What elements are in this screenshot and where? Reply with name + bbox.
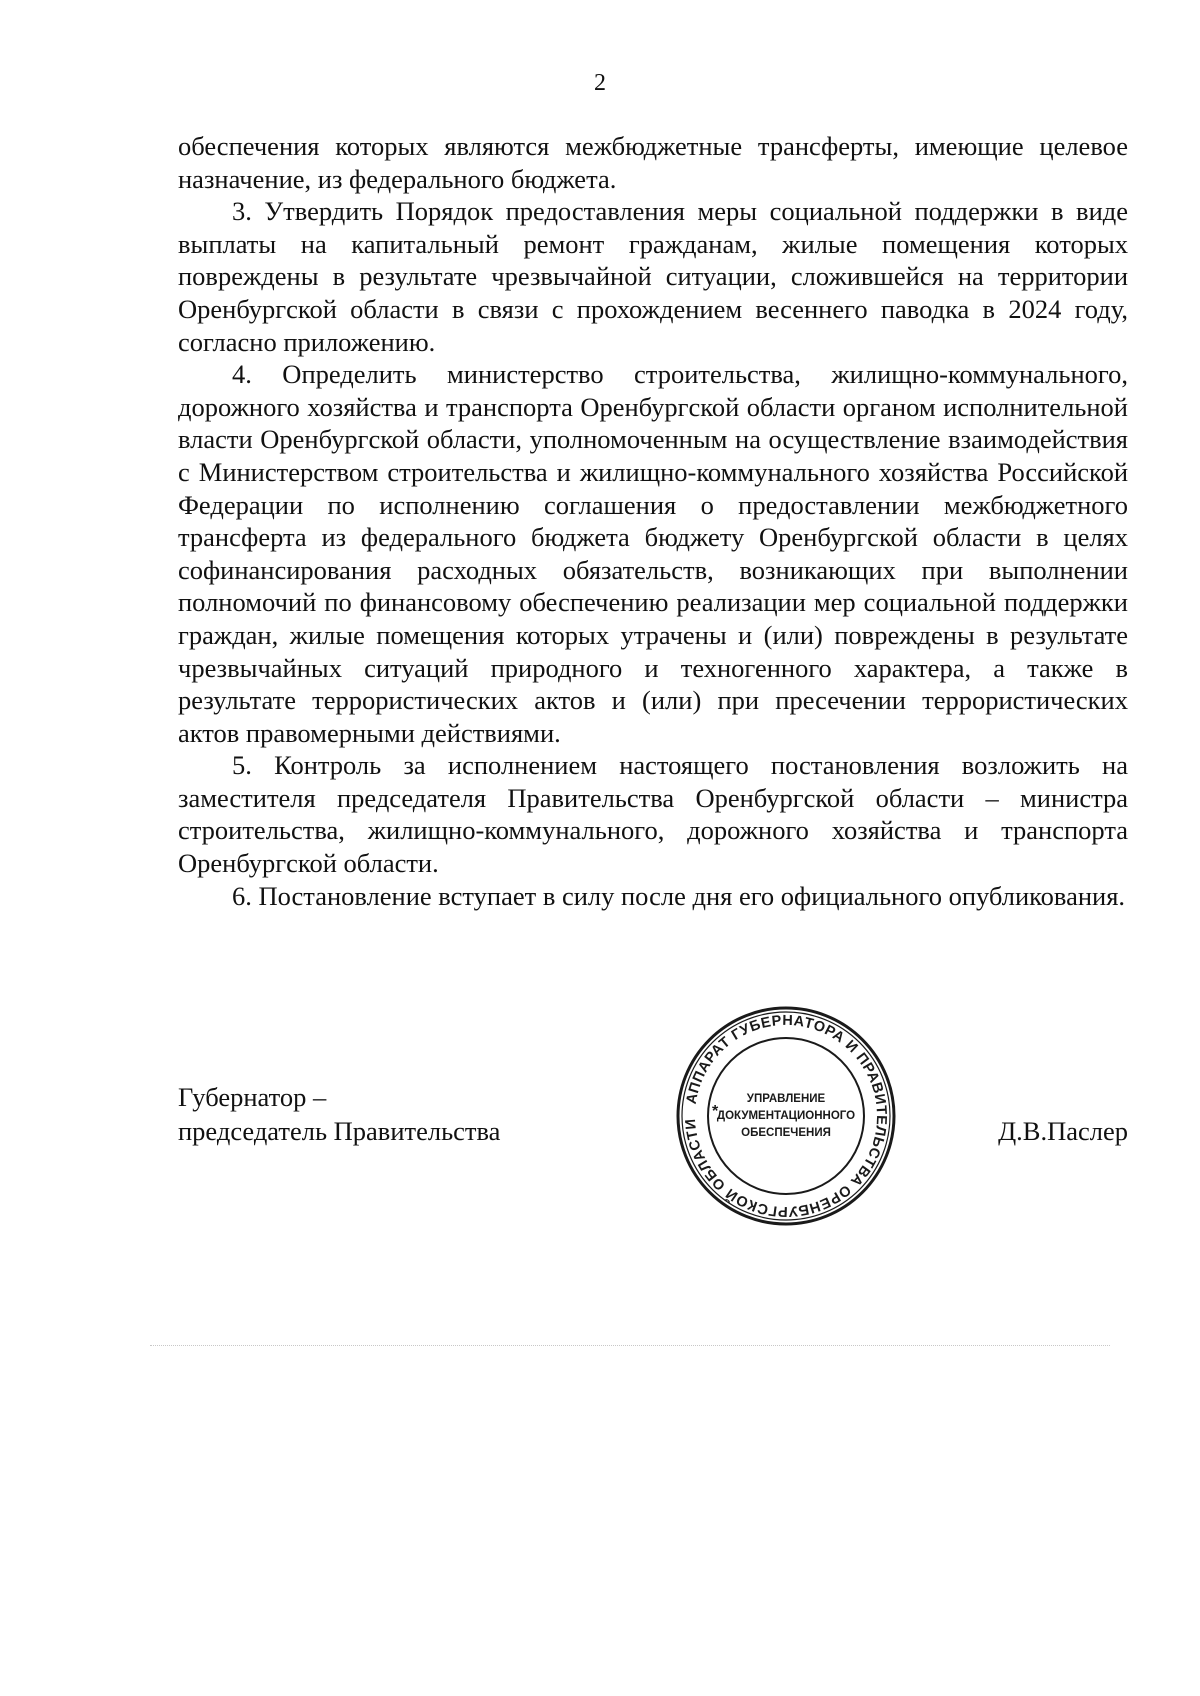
stamp-center-line-1: УПРАВЛЕНИЕ: [746, 1093, 826, 1105]
paragraph-item-5: 5. Контроль за исполнением настоящего постановления возложить на заместителя председателя Правительства Оренбургской области – министра строительства, жилищно-коммунального, дорожного хозяйства и транспорта Оренбургской области.: [178, 750, 1128, 879]
stamp-star-icon: *: [712, 1103, 719, 1120]
signatory-title: [178, 1080, 500, 1148]
scan-artifact-line: [150, 1345, 1110, 1346]
stamp-ring-text: АППАРАТ ГУБЕРНАТОРА И ПРАВИТЕЛЬСТВА ОРЕНБУРГСКОЙ ОБЛАСТИ: [682, 1012, 890, 1220]
signatory-title-line-1: Губернатор –: [178, 1082, 327, 1112]
page-number: 2: [594, 70, 606, 96]
paragraph-item-3: 3. Утвердить Порядок предоставления меры социальной поддержки в виде выплаты на капитальный ремонт гражданам, жилые помещения которых повреждены в результате чрезвычайной ситуации, сложившейся на территории Оренбургской области в связи с прохождением весеннего паводка в 2024 году, согласно приложению.: [178, 196, 1128, 357]
paragraph-continuation: обеспечения которых являются межбюджетные трансферты, имеющие целевое назначение, из федерального бюджета.: [178, 131, 1128, 194]
document-body: [178, 130, 1128, 912]
stamp-center-line-3: ОБЕСПЕЧЕНИЯ: [741, 1127, 831, 1139]
paragraph-item-6: 6. Постановление вступает в силу после дня его официального опубликования.: [232, 880, 1126, 911]
official-seal-stamp: [674, 1004, 898, 1228]
paragraph-item-4: 4. Определить министерство строительства, жилищно-коммунального, дорожного хозяйства и транспорта Оренбургской области органом исполнительной власти Оренбургской области, уполномоченным на осуществление взаимодействия с Министерством строительства и жилищно-коммунального хозяйства Российской Федерации по исполнению соглашения о предоставлении межбюджетного трансферта из федерального бюджета бюджету Оренбургской области в целях софинансирования расходных обязательств, возникающих при выполнении полномочий по финансовому обеспечению реализации мер социальной поддержки граждан, жилые помещения которых утрачены и (или) повреждены в результате чрезвычайных ситуаций природного и техногенного характера, а также в результате террористических актов и (или) при пресечении террористических актов правомерными действиями.: [178, 359, 1128, 748]
signatory-title-line-2: председатель Правительства: [178, 1116, 501, 1146]
signatory-name: Д.В.Паслер: [998, 1116, 1128, 1146]
stamp-center-line-2: ДОКУМЕНТАЦИОННОГО: [716, 1110, 856, 1122]
